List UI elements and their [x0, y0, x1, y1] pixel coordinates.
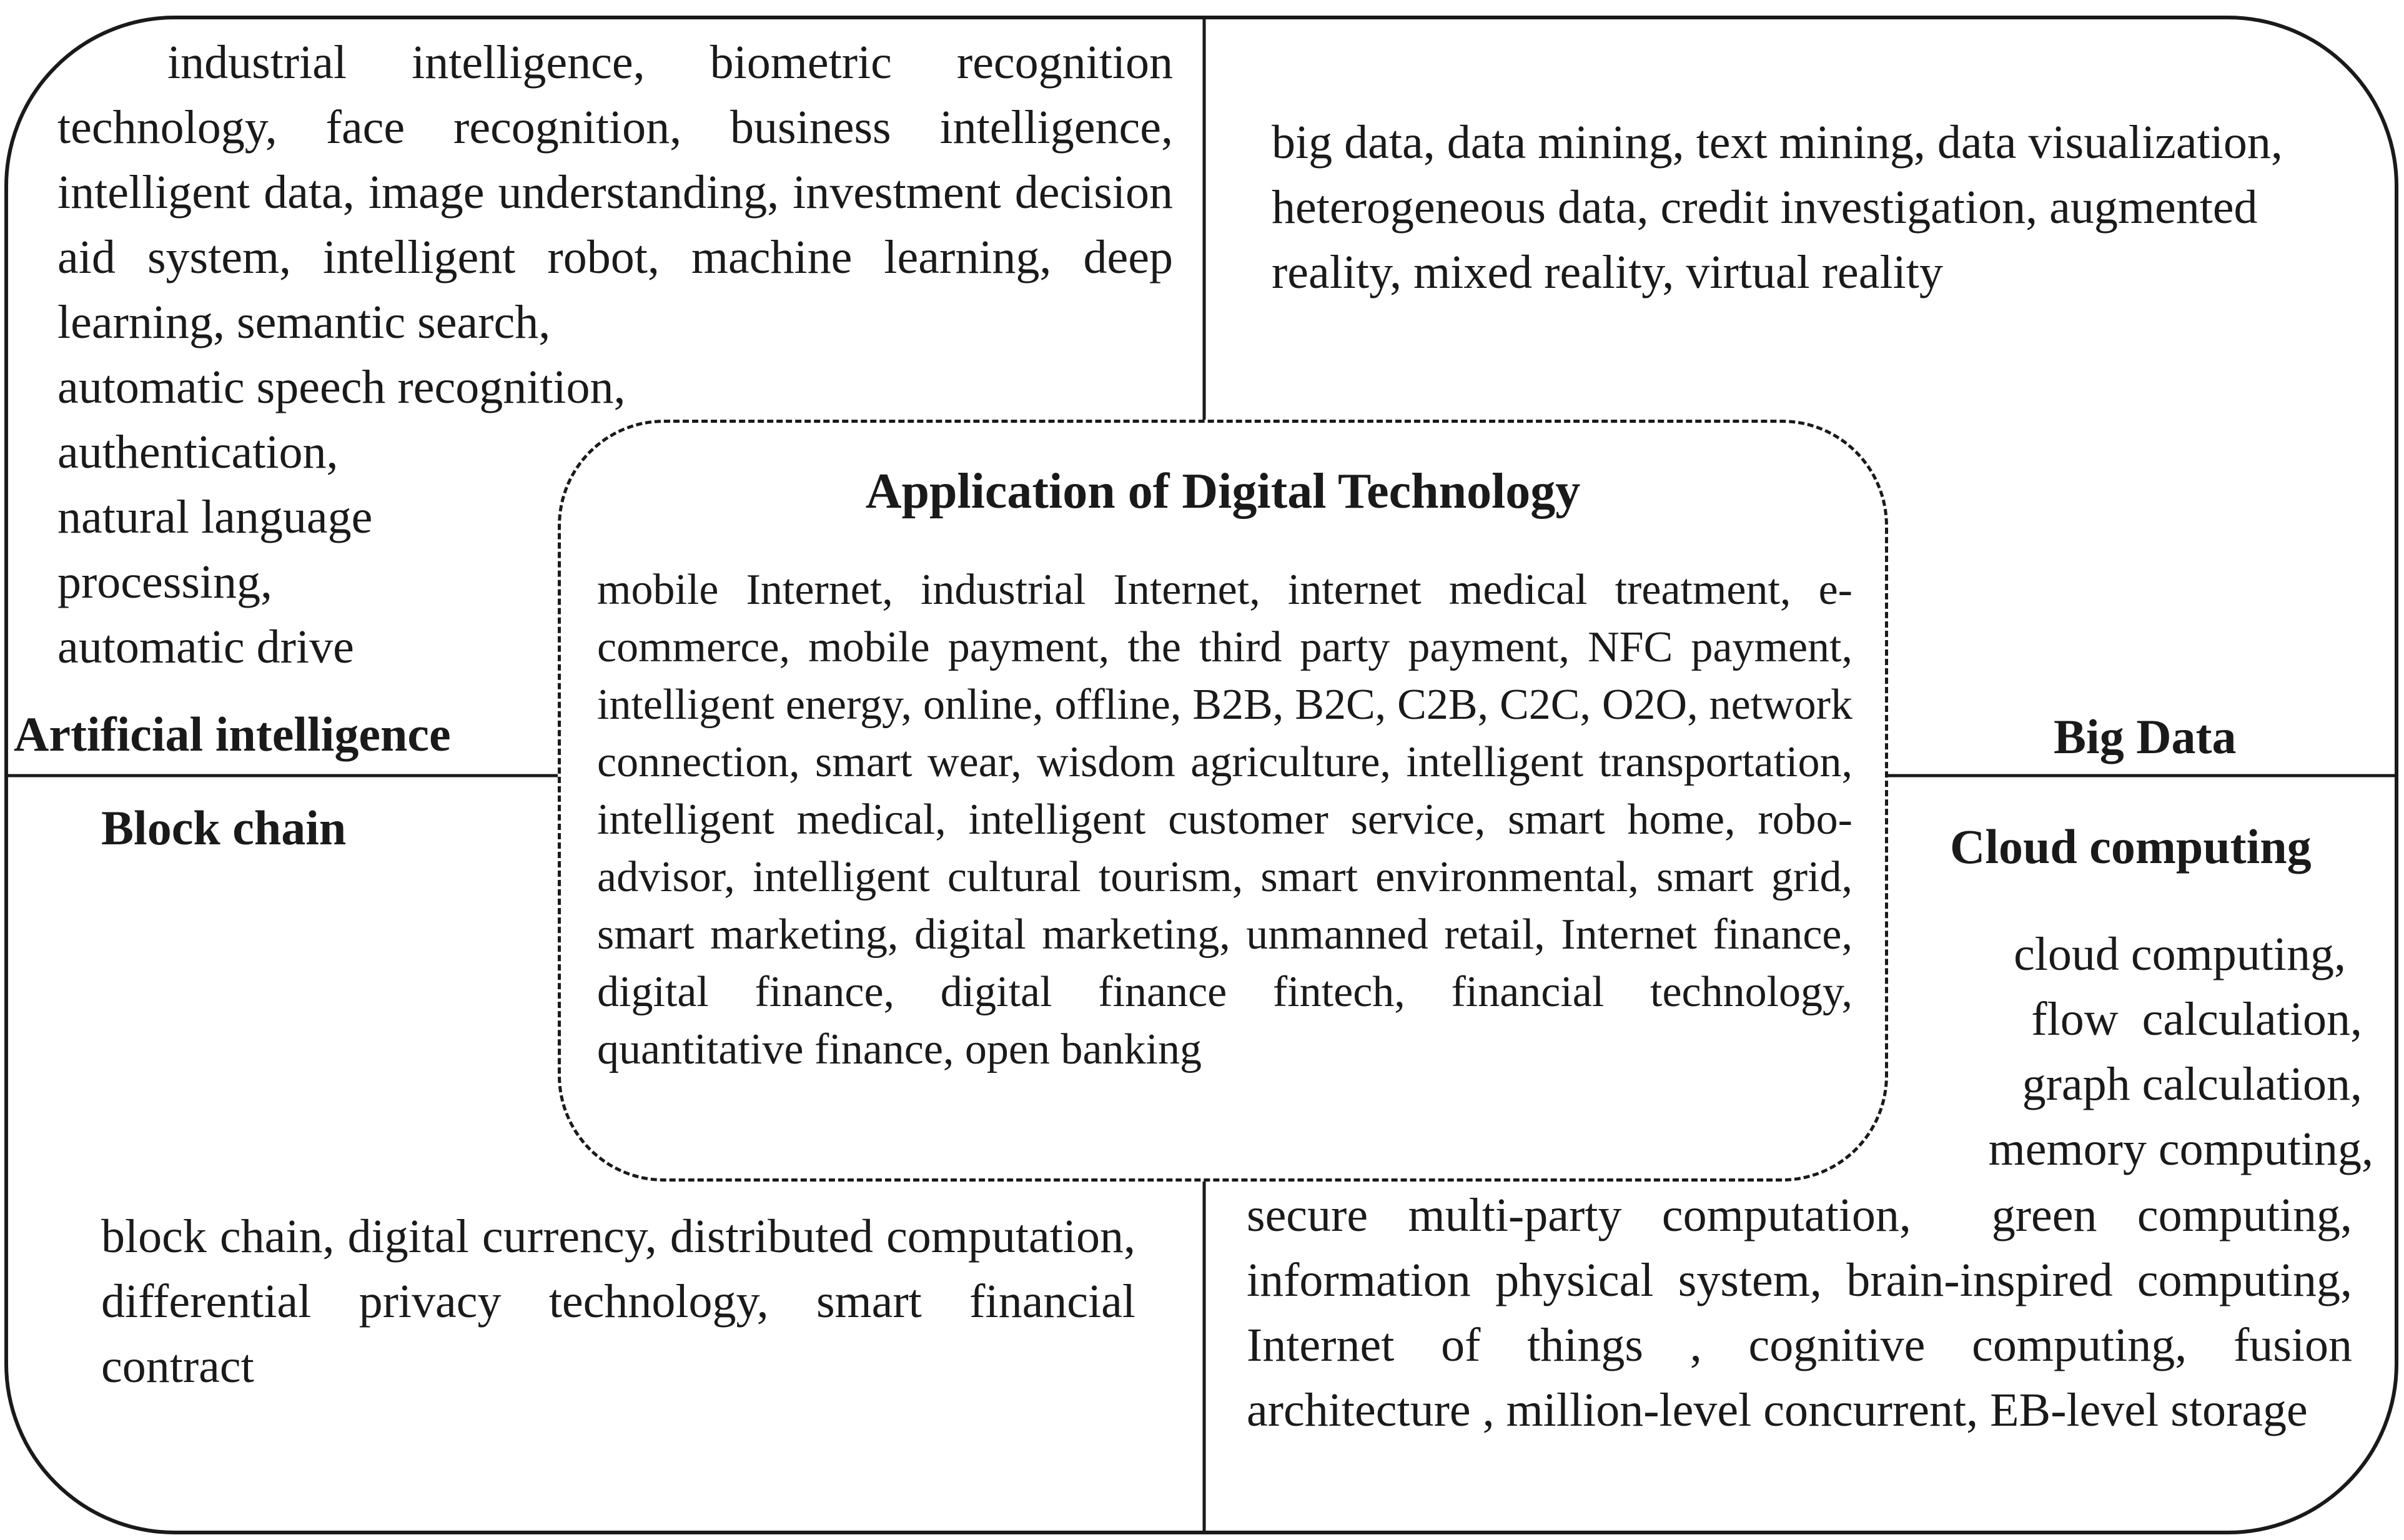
ai-term-line: automatic drive — [57, 621, 354, 673]
center-application-box — [558, 420, 1888, 1182]
ai-quadrant-label: Artificial intelligence — [14, 707, 451, 761]
cloud-term-line: cloud computing, — [2014, 928, 2346, 980]
center-body: mobile Internet, industrial Internet, internet medical treatment, e-commerce, mobile payment, the third party payment, NFC payment, intelligent energy, online, offline, B2B, B2C, C2B, C2C, O2O, network connection, smart wear, wisdom agriculture, intelligent transportation, intelligent medical, intelligent customer service, smart home, robo-advisor, intelligent cultural tourism, smart environmental, smart grid, smart marketing, digital marketing, unmanned retail, Internet finance, digital finance, digital finance fintech, financial technology, quantitative finance, open banking — [597, 566, 1852, 1074]
ai-term-line: processing, — [57, 556, 273, 608]
ai-term-line: natural language — [57, 491, 373, 543]
big-data-terms: big data, data mining, text mining, data visualization, heterogeneous data, credit investigation, augmented reality, mixed reality, virtual reality — [1272, 116, 2283, 299]
big-data-quadrant-label: Big Data — [2054, 709, 2237, 764]
cloud-term-line: memory computing, — [1988, 1123, 2373, 1175]
center-title: Application of Digital Technology — [865, 464, 1581, 519]
cloud-computing-quadrant-label: Cloud computing — [1950, 819, 2312, 874]
ai-term-line: automatic speech recognition, — [57, 361, 626, 413]
block-chain-terms: block chain, digital currency, distributed computation, differential privacy technology, smart financial contract — [101, 1210, 1135, 1393]
cloud-terms-list — [1874, 922, 2373, 1182]
cloud-terms-block: secure multi-party computation, green computing, information physical system, brain-inspired computing, Internet of things , cognitive computing, fusion architecture , million-level concurrent, EB-level storage — [1247, 1189, 2364, 1436]
cloud-term-line: graph calculation, — [2022, 1058, 2362, 1110]
ai-terms-list — [57, 355, 626, 679]
ai-term-line: authentication, — [57, 426, 339, 478]
cloud-term-line: flow calculation, — [2031, 993, 2362, 1045]
block-chain-quadrant-label: Block chain — [101, 801, 347, 855]
ai-terms-block: industrial intelligence, biometric recognition technology, face recognition, business intelligence, intelligent data, image understanding, investment decision aid system, intelligent robot, machine learning, deep learning, semantic search, — [57, 36, 1173, 348]
